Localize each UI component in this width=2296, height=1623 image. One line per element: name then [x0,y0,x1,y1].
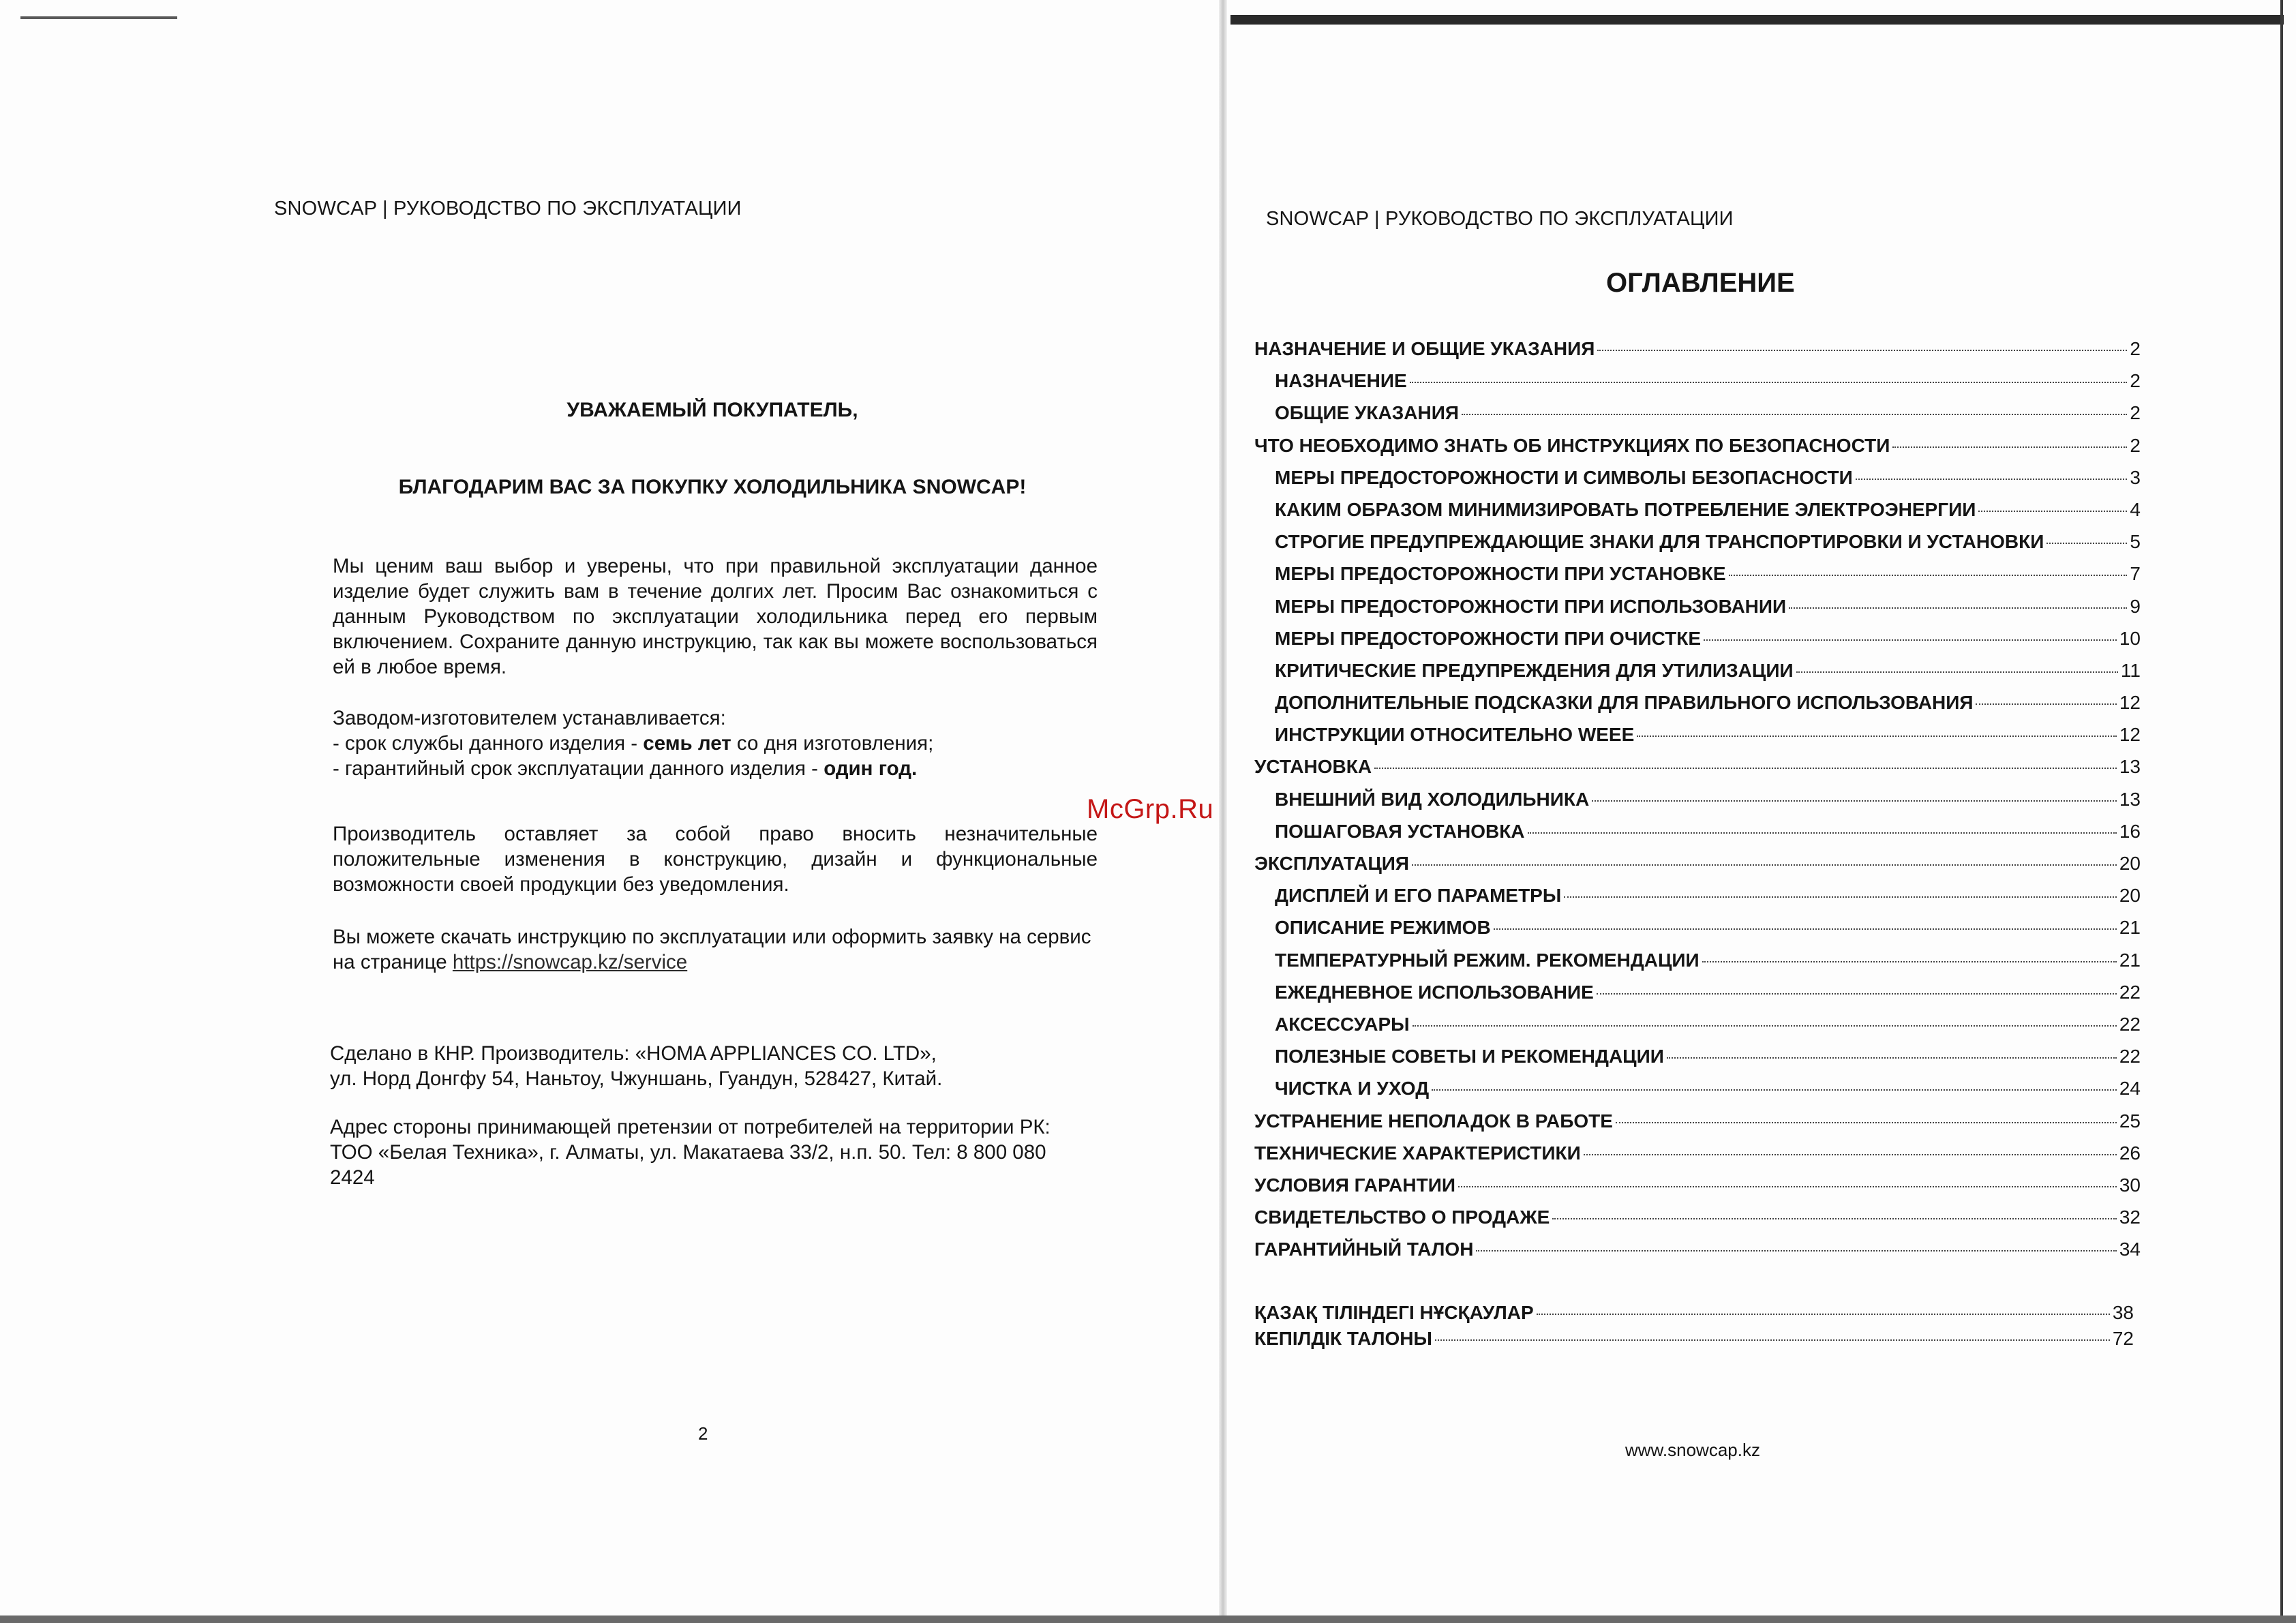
changes-note: Производитель оставляет за собой право вносить незначительные положительные изменения в конструкцию, дизайн и функциональные возможности своей продукции без уведомления. [333,823,1098,896]
toc-entry-page: 11 [2120,659,2141,681]
toc-entry-title: КРИТИЧЕСКИЕ ПРЕДУПРЕЖДЕНИЯ ДЛЯ УТИЛИЗАЦИИ [1275,659,1794,681]
toc-entry-page: 13 [2119,756,2141,778]
toc-entry-title: ТЕХНИЧЕСКИЕ ХАРАКТЕРИСТИКИ [1254,1142,1581,1164]
factory-heading: Заводом-изготовителем устанавливается: [333,707,726,729]
toc-leader-dots [1564,896,2117,898]
toc-entry[interactable] [1254,531,2141,563]
toc-entry-page: 22 [2119,1046,2141,1067]
toc-entry-title: АКСЕССУАРЫ [1275,1013,1410,1035]
toc-entry-page: 2 [2130,338,2141,359]
manufacturer-address: ул. Норд Донгфу 54, Наньтоу, Чжуншань, Гуандун, 528427, Китай. [330,1067,943,1090]
right-page-header: SNOWCAP | РУКОВОДСТВО ПО ЭКСПЛУАТАЦИИ [1266,208,1734,230]
toc-entry-title: ЧТО НЕОБХОДИМО ЗНАТЬ ОБ ИНСТРУКЦИЯХ ПО БЕЗОПАСНОСТИ [1254,434,1890,456]
toc-entry[interactable] [1254,1046,2141,1078]
toc-leader-dots [1412,864,2117,866]
toc-leader-dots [1413,1025,2117,1027]
toc-entry-title: ДИСПЛЕЙ И ЕГО ПАРАМЕТРЫ [1275,885,1562,907]
toc-entry-title: ТЕМПЕРАТУРНЫЙ РЕЖИМ. РЕКОМЕНДАЦИИ [1275,949,1700,971]
toc-entry-title: ПОШАГОВАЯ УСТАНОВКА [1275,820,1525,842]
toc-entry-page: 30 [2119,1174,2141,1196]
greeting-heading: УВАЖАЕМЫЙ ПОКУПАТЕЛЬ, [567,399,858,421]
toc-leader-dots [1592,800,2117,802]
toc-entry[interactable] [1254,1110,2141,1142]
toc-entry-page: 7 [2130,563,2141,585]
download-text: Вы можете скачать инструкцию по эксплуатации или оформить заявку на сервис на странице [333,926,1091,973]
toc-leader-dots [1667,1057,2117,1059]
toc-entry-title: УСТАНОВКА [1254,756,1372,778]
toc-entry-page: 32 [2119,1207,2141,1228]
toc-entry-title: ИНСТРУКЦИИ ОТНОСИТЕЛЬНО WEEE [1275,724,1635,746]
toc-entry[interactable] [1254,563,2141,595]
toc-leader-dots [1702,961,2117,962]
toc-leader-dots [1552,1218,2117,1219]
scan-edge [20,16,177,19]
toc-entry[interactable] [1254,821,2141,853]
toc-leader-dots [1976,703,2116,705]
scan-edge [2280,0,2283,1623]
toc-entry-page: 10 [2119,627,2141,649]
toc-entry-page: 4 [2130,498,2141,520]
toc-title: ОГЛАВЛЕНИЕ [1606,268,1795,298]
toc-leader-dots [1584,1154,2117,1155]
claims-heading: Адрес стороны принимающей претензии от потребителей на территории РК: [330,1116,1051,1138]
toc-entry[interactable] [1254,1142,2141,1174]
toc-entry[interactable] [1254,338,2141,370]
page-number: 2 [698,1423,708,1444]
toc-entry-title: ЧИСТКА И УХОД [1275,1078,1430,1099]
toc-leader-dots [1796,671,2118,673]
toc-entry[interactable] [1254,982,2141,1014]
toc-entry-title: УСТРАНЕНИЕ НЕПОЛАДОК В РАБОТЕ [1254,1110,1613,1132]
claims-address: ТОО «Белая Техника», г. Алматы, ул. Макатаева 33/2, н.п. 50. Тел: 8 800 080 2424 [330,1141,1046,1189]
toc-entry[interactable] [1254,1174,2141,1207]
toc-entry[interactable] [1254,789,2141,821]
toc-entry[interactable] [1254,660,2141,692]
service-life-label: - срок службы данного изделия - [333,732,644,755]
toc-entry-page: 5 [2130,531,2141,553]
service-life-value: семь лет [643,732,731,755]
toc-entry-title: МЕРЫ ПРЕДОСТОРОЖНОСТИ ПРИ ИСПОЛЬЗОВАНИИ [1275,595,1787,617]
toc-entry-title: ЕЖЕДНЕВНОЕ ИСПОЛЬЗОВАНИЕ [1275,981,1594,1003]
toc-entry-page: 38 [2112,1302,2134,1323]
toc-leader-dots [1597,350,2127,351]
toc-entry[interactable] [1254,692,2141,724]
toc-entry[interactable] [1254,724,2141,756]
toc-entry-page: 13 [2119,788,2141,810]
toc-entry[interactable] [1254,435,2141,467]
toc-entry-page: 25 [2119,1110,2141,1132]
toc-entry-title: НАЗНАЧЕНИЕ И ОБЩИЕ УКАЗАНИЯ [1254,338,1595,359]
toc-entry-page: 72 [2112,1328,2134,1349]
toc-entry[interactable] [1254,596,2141,628]
toc-leader-dots [1494,928,2117,930]
toc-entry-title: КЕПІЛДІК ТАЛОНЫ [1254,1328,1432,1349]
toc-entry[interactable] [1254,499,2141,531]
toc-entry-title: ҚАЗАҚ ТІЛІНДЕГІ НҰСҚАУЛАР [1254,1302,1534,1323]
toc-entry-title: УСЛОВИЯ ГАРАНТИИ [1254,1174,1455,1196]
toc-entry-title: СТРОГИЕ ПРЕДУПРЕЖДАЮЩИЕ ЗНАКИ ДЛЯ ТРАНСПОРТИРОВКИ И УСТАНОВКИ [1275,531,2044,553]
toc-entry[interactable] [1254,1014,2141,1046]
toc-entry[interactable] [1254,950,2141,982]
toc-leader-dots [1729,575,2128,576]
watermark: McGrp.Ru [1087,794,1214,824]
toc-entry-page: 12 [2119,724,2141,746]
toc-entry-page: 3 [2130,466,2141,488]
warranty-value: один год. [824,757,918,780]
toc-leader-dots [1435,1339,2110,1341]
left-page-header: SNOWCAP | РУКОВОДСТВО ПО ЭКСПЛУАТАЦИИ [274,198,742,219]
service-link[interactable]: https://snowcap.kz/service [452,951,688,973]
toc-entry-page: 22 [2119,981,2141,1003]
table-of-contents-extra [1254,1302,2134,1354]
toc-leader-dots [1476,1250,2116,1252]
factory-terms [333,706,1098,781]
claims-info [330,1114,1095,1190]
made-in-line: Сделано в КНР. Производитель: «HOMA APPLIANCES CO. LTD», [330,1042,937,1065]
toc-entry-page: 16 [2119,820,2141,842]
warranty-line [333,756,1098,781]
website[interactable]: www.snowcap.kz [1625,1440,1760,1460]
toc-entry-page: 2 [2130,370,2141,392]
toc-entry[interactable] [1254,1328,2134,1354]
toc-leader-dots [1462,414,2127,415]
toc-entry-page: 9 [2130,595,2141,617]
toc-leader-dots [1537,1314,2110,1315]
toc-entry-page: 12 [2119,692,2141,714]
service-life-line [333,731,1098,756]
thanks-heading: БЛАГОДАРИМ ВАС ЗА ПОКУПКУ ХОЛОДИЛЬНИКА SNOWCAP! [398,476,1027,498]
toc-entry-page: 2 [2130,434,2141,456]
toc-leader-dots [1978,511,2127,512]
toc-entry-title: СВИДЕТЕЛЬСТВО О ПРОДАЖЕ [1254,1207,1550,1228]
toc-entry-title: НАЗНАЧЕНИЕ [1275,370,1407,392]
toc-leader-dots [1704,639,2117,641]
toc-entry-page: 21 [2119,949,2141,971]
toc-leader-dots [1892,446,2127,448]
toc-entry[interactable] [1254,917,2141,949]
download-paragraph [333,924,1098,975]
toc-entry[interactable] [1254,628,2141,660]
toc-entry[interactable] [1254,885,2141,917]
toc-entry[interactable] [1254,756,2141,788]
toc-entry-page: 21 [2119,917,2141,939]
toc-entry-title: ЭКСПЛУАТАЦИЯ [1254,853,1410,874]
toc-entry-title: МЕРЫ ПРЕДОСТОРОЖНОСТИ ПРИ ОЧИСТКЕ [1275,627,1702,649]
toc-entry-title: ВНЕШНИЙ ВИД ХОЛОДИЛЬНИКА [1275,788,1590,810]
toc-entry-page: 26 [2119,1142,2141,1164]
toc-entry[interactable] [1254,1078,2141,1110]
toc-entry[interactable] [1254,402,2141,434]
toc-entry-title: МЕРЫ ПРЕДОСТОРОЖНОСТИ ПРИ УСТАНОВКЕ [1275,563,1726,585]
toc-leader-dots [1410,382,2128,383]
toc-entry[interactable] [1254,370,2141,402]
book-spine [1219,0,1227,1623]
toc-leader-dots [1528,832,2117,834]
scan-edge [0,1616,2296,1623]
toc-entry-title: КАКИМ ОБРАЗОМ МИНИМИЗИРОВАТЬ ПОТРЕБЛЕНИЕ ЭЛЕКТРОЭНЕРГИИ [1275,498,1976,520]
toc-leader-dots [1597,993,2117,995]
table-of-contents [1254,338,2141,1271]
toc-entry[interactable] [1254,1302,2134,1328]
toc-entry-title: ДОПОЛНИТЕЛЬНЫЕ ПОДСКАЗКИ ДЛЯ ПРАВИЛЬНОГО ИСПОЛЬЗОВАНИЯ [1275,692,1974,714]
toc-entry-page: 2 [2130,402,2141,424]
toc-leader-dots [1432,1089,2117,1091]
toc-entry-title: ПОЛЕЗНЫЕ СОВЕТЫ И РЕКОМЕНДАЦИИ [1275,1046,1664,1067]
toc-entry[interactable] [1254,467,2141,499]
toc-entry[interactable] [1254,1207,2141,1239]
toc-entry-page: 22 [2119,1013,2141,1035]
toc-leader-dots [1374,768,2117,769]
toc-entry[interactable] [1254,1239,2141,1271]
toc-entry-page: 20 [2119,853,2141,874]
toc-leader-dots [1458,1186,2117,1187]
toc-leader-dots [1856,479,2128,480]
toc-leader-dots [1616,1122,2117,1123]
scan-edge [1230,15,2284,25]
toc-entry[interactable] [1254,853,2141,885]
toc-entry-page: 24 [2119,1078,2141,1099]
toc-entry-title: ГАРАНТИЙНЫЙ ТАЛОН [1254,1239,1474,1260]
toc-leader-dots [1637,735,2117,737]
toc-entry-title: ОБЩИЕ УКАЗАНИЯ [1275,402,1459,424]
toc-entry-title: МЕРЫ ПРЕДОСТОРОЖНОСТИ И СИМВОЛЫ БЕЗОПАСНОСТИ [1275,466,1853,488]
warranty-label: - гарантийный срок эксплуатации данного изделия - [333,757,824,780]
toc-leader-dots [1789,607,2127,609]
service-life-suffix: со дня изготовления; [731,732,934,755]
toc-entry-title: ОПИСАНИЕ РЕЖИМОВ [1275,917,1491,939]
toc-entry-page: 20 [2119,885,2141,907]
intro-paragraph: Мы ценим ваш выбор и уверены, что при правильной эксплуатации данное изделие будет служить вам в течение долгих лет. Просим Вас ознакомиться с данным Руководством по эксплуатации холодильника перед его первым включением. Сохраните данную инструкцию, так как вы можете воспользоваться ей в любое время. [333,555,1098,678]
manufacturer-info [330,1041,1095,1091]
toc-entry-page: 34 [2119,1239,2141,1260]
toc-leader-dots [2046,543,2127,544]
